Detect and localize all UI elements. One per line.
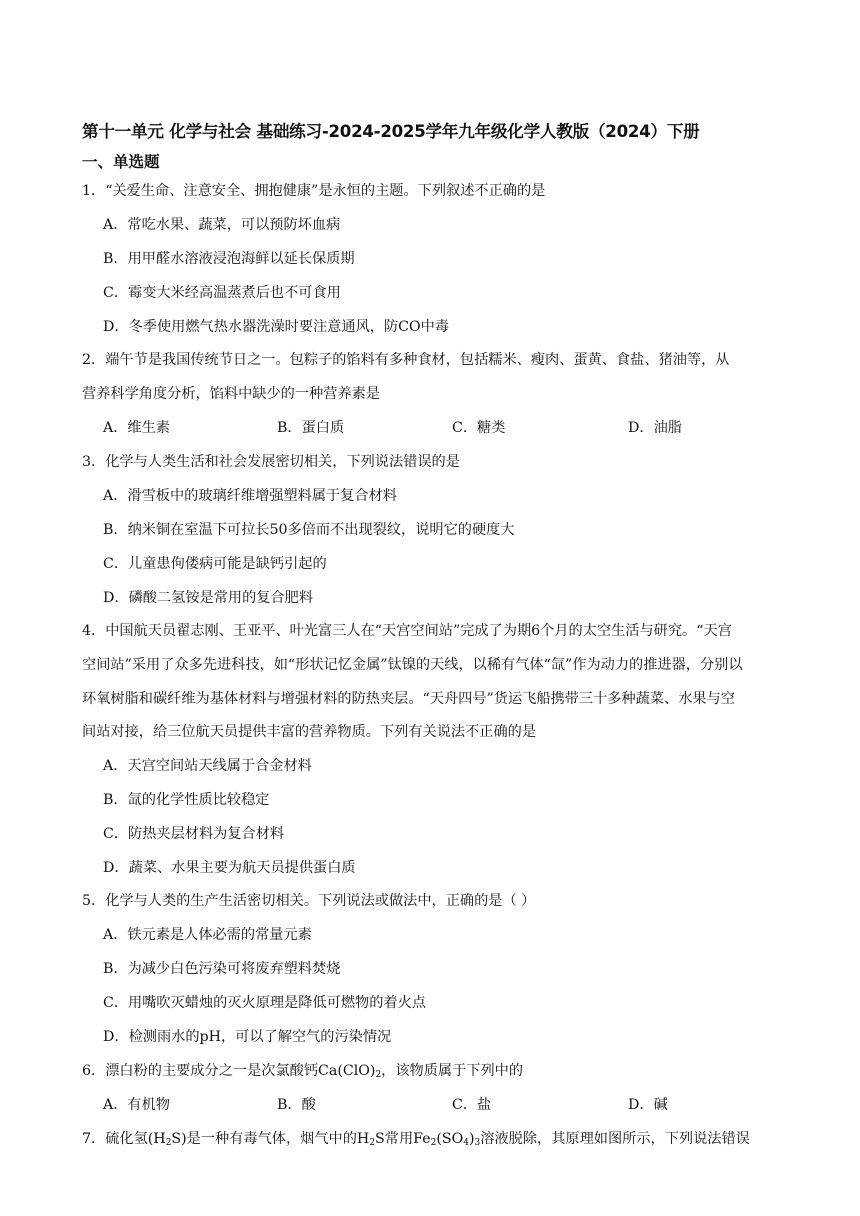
text-part: ) — [468, 1131, 475, 1147]
question-1-option-a: A．常吃水果、蔬菜，可以预防坏血病 — [103, 217, 341, 233]
question-2-option-a: A．维生素 — [103, 420, 170, 436]
question-4-option-d: D．蔬菜、水果主要为航天员提供蛋白质 — [103, 860, 356, 876]
text-part: S常用Fe — [375, 1131, 431, 1147]
question-3-stem: 3．化学与人类生活和社会发展密切相关，下列说法错误的是 — [82, 454, 460, 470]
question-3-option-b: B．纳米铜在室温下可拉长50多倍而不出现裂纹，说明它的硬度大 — [103, 522, 515, 538]
question-6-stem-text-end: ，该物质属于下列中的 — [381, 1063, 524, 1079]
question-2-option-b: B．蛋白质 — [277, 420, 345, 436]
question-4-stem-line-3: 环氧树脂和碳纤维为基体材料与增强材料的防热夹层。“天舟四号”货运飞船携带三十多种蔬菜、水果与空 — [82, 691, 735, 707]
question-2-option-c: C．糖类 — [452, 420, 506, 436]
subscript: 2 — [369, 1138, 376, 1148]
question-6-option-d: D．碱 — [628, 1097, 668, 1113]
question-6-stem-text: 6．漂白粉的主要成分之一是次氯酸钙Ca(ClO) — [82, 1063, 376, 1079]
question-4-option-a: A．天宫空间站天线属于合金材料 — [103, 758, 312, 774]
question-5-option-b: B．为减少白色污染可将废弃塑料焚烧 — [103, 961, 341, 977]
subscript: 3 — [474, 1138, 481, 1148]
question-1-option-b: B．用甲醛水溶液浸泡海鲜以延长保质期 — [103, 251, 355, 267]
subscript: 2 — [165, 1138, 172, 1148]
question-2-option-d: D．油脂 — [628, 420, 682, 436]
subscript: 2 — [375, 1070, 382, 1080]
text-part: 溶液脱除，其原理如图所示，下列说法错误 — [480, 1131, 750, 1147]
subscript: 4 — [463, 1138, 469, 1148]
text-part: S)是一种有毒气体，烟气中的H — [171, 1131, 370, 1147]
question-5-option-c: C．用嘴吹灭蜡烛的灭火原理是降低可燃物的着火点 — [103, 995, 426, 1011]
question-5-option-d: D．检测雨水的pH，可以了解空气的污染情况 — [103, 1029, 392, 1045]
question-4-option-c: C．防热夹层材料为复合材料 — [103, 826, 285, 842]
question-6-option-c: C．盐 — [452, 1097, 492, 1113]
question-4-stem-line-1: 4．中国航天员翟志刚、王亚平、叶光富三人在“天宫空间站”完成了为期6个月的太空生活与研究。“天宫 — [82, 623, 732, 639]
question-2-stem-line-1: 2．端午节是我国传统节日之一。包粽子的馅料有多种食材，包括糯米、瘦肉、蛋黄、食盐、猪油等，从 — [82, 352, 730, 368]
question-3-option-c: C．儿童患佝偻病可能是缺钙引起的 — [103, 556, 327, 572]
question-5-stem: 5．化学与人类的生产生活密切相关。下列说法或做法中，正确的是（ ） — [82, 893, 536, 909]
section-heading: 一、单选题 — [82, 153, 160, 171]
question-2-stem-line-2: 营养科学角度分析，馅料中缺少的一种营养素是 — [82, 386, 380, 402]
question-6-stem — [82, 1060, 523, 1080]
question-3-option-d: D．磷酸二氢铵是常用的复合肥料 — [103, 590, 314, 606]
subscript: 2 — [430, 1138, 437, 1148]
question-6-option-a: A．有机物 — [103, 1097, 170, 1113]
question-1-stem: 1．“关爱生命、注意安全、拥抱健康”是永恒的主题。下列叙述不正确的是 — [82, 183, 546, 199]
question-7-stem — [82, 1128, 750, 1148]
document-title: 第十一单元 化学与社会 基础练习-2024-2025学年九年级化学人教版（2024）下册 — [82, 122, 700, 141]
question-1-option-c: C．霉变大米经高温蒸煮后也不可食用 — [103, 285, 341, 301]
question-1-option-d: D．冬季使用燃气热水器洗澡时要注意通风，防CO中毒 — [103, 319, 449, 335]
question-6-option-b: B．酸 — [277, 1097, 316, 1113]
question-4-stem-line-4: 间站对接，给三位航天员提供丰富的营养物质。下列有关说法不正确的是 — [82, 724, 537, 740]
text-part: (SO — [436, 1131, 464, 1147]
question-4-stem-line-2: 空间站”采用了众多先进科技，如“形状记忆金属”钛镍的天线，以稀有气体“氙”作为动力的推进器，分别以 — [82, 657, 743, 673]
text-part: 7．硫化氢(H — [82, 1131, 166, 1147]
question-4-option-b: B．氙的化学性质比较稳定 — [103, 792, 270, 808]
question-5-option-a: A．铁元素是人体必需的常量元素 — [103, 927, 312, 943]
question-3-option-a: A．滑雪板中的玻璃纤维增强塑料属于复合材料 — [103, 488, 397, 504]
